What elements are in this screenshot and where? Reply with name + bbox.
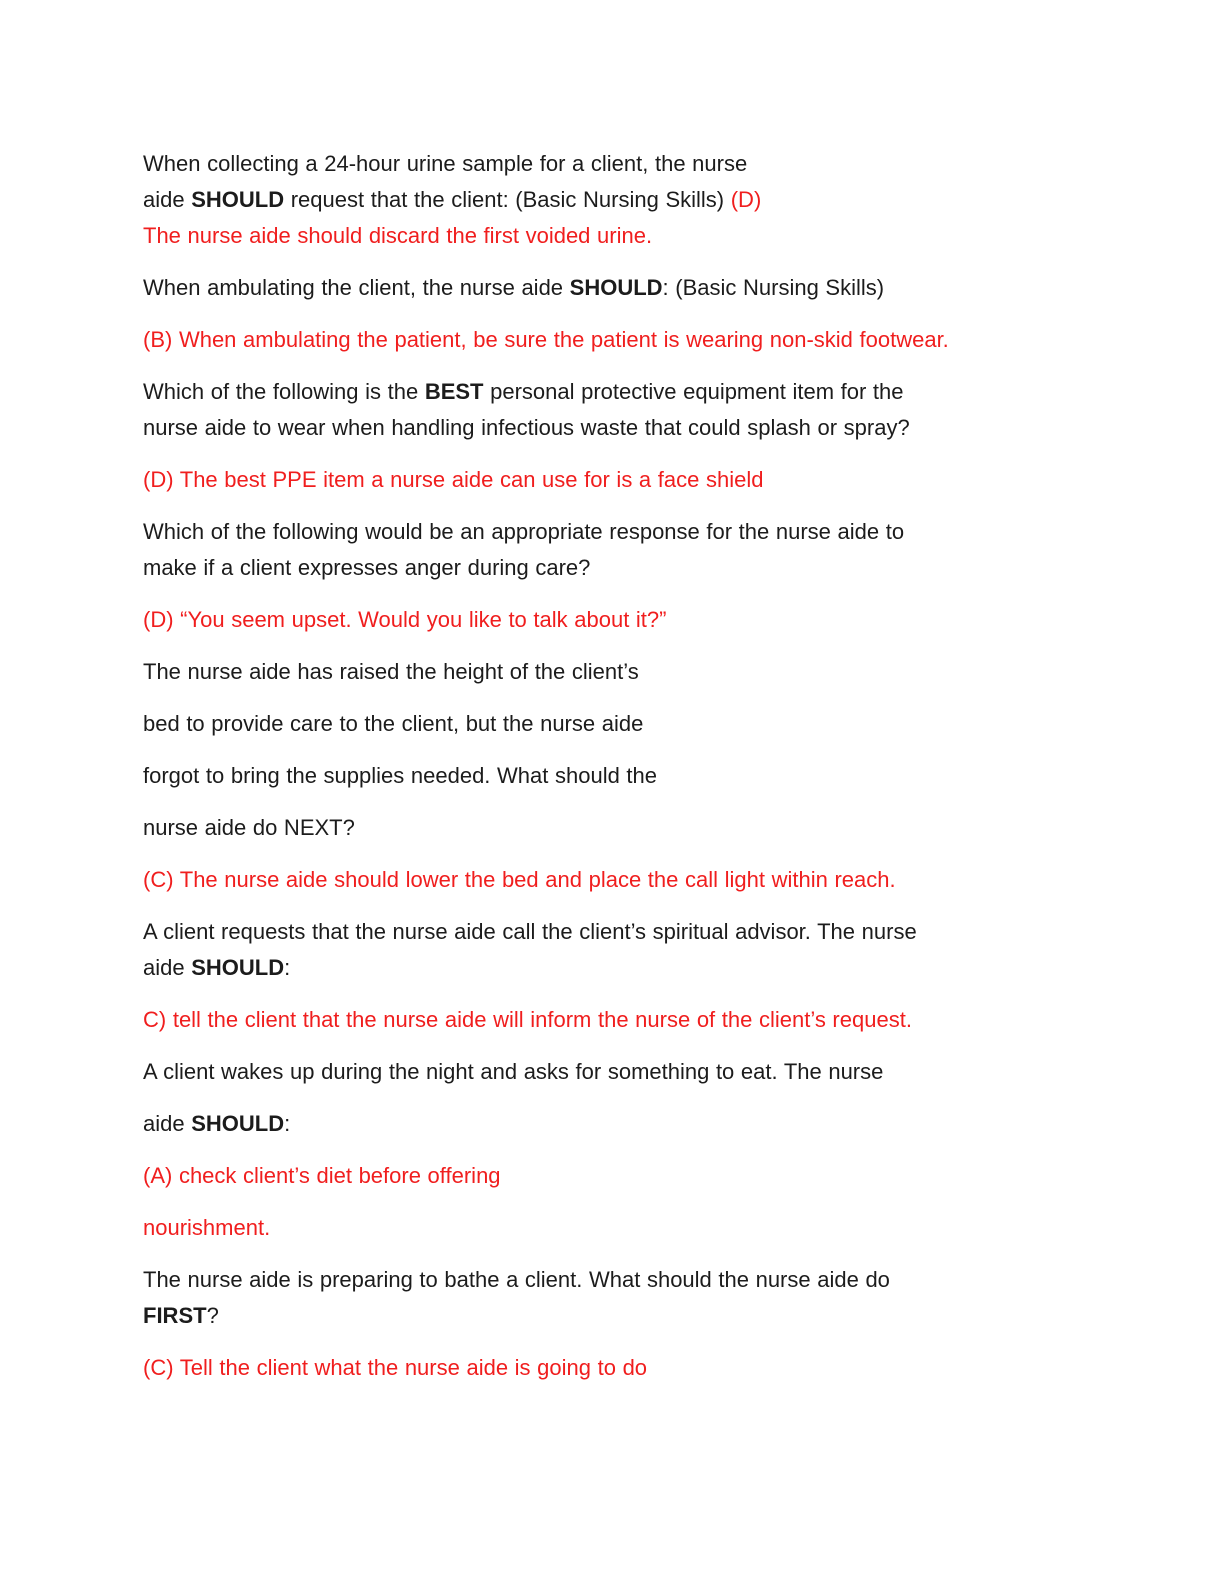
question-text: personal protective equipment item for the (483, 379, 904, 404)
answer-text: (D) “You seem upset. Would you like to talk about it?” (143, 607, 667, 632)
paragraph (143, 462, 1080, 498)
paragraph (143, 914, 1080, 986)
question-text: When ambulating the client, the nurse aide (143, 275, 570, 300)
question-text: SHOULD (191, 955, 285, 980)
question-text: make if a client expresses anger during care? (143, 555, 591, 580)
paragraph (143, 514, 1080, 586)
question-text: FIRST (143, 1303, 207, 1328)
question-text: : (284, 955, 291, 980)
answer-text: (D) (730, 187, 762, 212)
document-content (143, 146, 1080, 1386)
paragraph (143, 1262, 1080, 1334)
question-text: bed to provide care to the client, but the nurse aide (143, 711, 644, 736)
paragraph (143, 602, 1080, 638)
question-text: forgot to bring the supplies needed. What should the (143, 763, 658, 788)
paragraph (143, 1158, 1080, 1194)
paragraph (143, 1054, 1080, 1090)
question-text: nurse aide do NEXT? (143, 815, 355, 840)
question-text: When collecting a 24-hour urine sample for a client, the nurse (143, 151, 748, 176)
question-text: SHOULD (191, 1111, 285, 1136)
paragraph (143, 654, 1080, 690)
question-text: The nurse aide has raised the height of the client’s (143, 659, 639, 684)
question-text: SHOULD (191, 187, 285, 212)
question-text: A client requests that the nurse aide call the client’s spiritual advisor. The nurse (143, 919, 917, 944)
paragraph (143, 1210, 1080, 1246)
answer-text: (C) The nurse aide should lower the bed and place the call light within reach. (143, 867, 896, 892)
paragraph (143, 1002, 1080, 1038)
question-text: Which of the following is the (143, 379, 425, 404)
answer-text: (C) Tell the client what the nurse aide is going to do (143, 1355, 648, 1380)
question-text: : (284, 1111, 291, 1136)
question-text: nurse aide to wear when handling infectious waste that could splash or spray? (143, 415, 910, 440)
question-text: aide (143, 1111, 192, 1136)
paragraph (143, 862, 1080, 898)
question-text: A client wakes up during the night and asks for something to eat. The nurse (143, 1059, 884, 1084)
answer-text: C) tell the client that the nurse aide will inform the nurse of the client’s request. (143, 1007, 912, 1032)
answer-text: (B) When ambulating the patient, be sure the patient is wearing non-skid footwear. (143, 327, 949, 352)
paragraph (143, 1106, 1080, 1142)
paragraph (143, 758, 1080, 794)
answer-text: The nurse aide should discard the first voided urine. (143, 223, 653, 248)
question-text: Which of the following would be an appropriate response for the nurse aide to (143, 519, 905, 544)
question-text: SHOULD (569, 275, 663, 300)
paragraph (143, 810, 1080, 846)
paragraph (143, 322, 1080, 358)
question-text: : (Basic Nursing Skills) (662, 275, 885, 300)
paragraph (143, 146, 1080, 254)
question-text: BEST (424, 379, 484, 404)
question-text: aide (143, 955, 192, 980)
paragraph (143, 706, 1080, 742)
question-text: request that the client: (Basic Nursing Skills) (284, 187, 731, 212)
answer-text: nourishment. (143, 1215, 271, 1240)
answer-text: (D) The best PPE item a nurse aide can use for is a face shield (143, 467, 764, 492)
question-text: The nurse aide is preparing to bathe a client. What should the nurse aide do (143, 1267, 890, 1292)
answer-text: (A) check client’s diet before offering (143, 1163, 501, 1188)
paragraph (143, 270, 1080, 306)
paragraph (143, 1350, 1080, 1386)
paragraph (143, 374, 1080, 446)
question-text: aide (143, 187, 192, 212)
question-text: ? (206, 1303, 219, 1328)
